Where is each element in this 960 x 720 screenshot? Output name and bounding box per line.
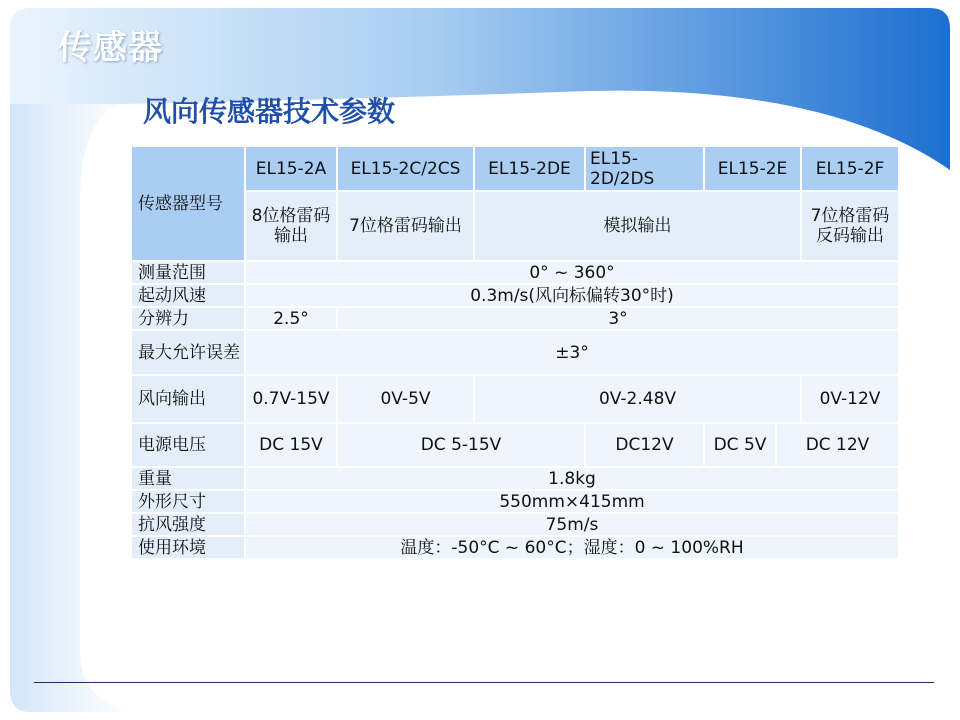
value-cell: 1.8kg bbox=[245, 467, 899, 490]
model-cell: EL15-2C/2CS bbox=[337, 146, 474, 191]
code-type-cell: 模拟输出 bbox=[474, 191, 801, 261]
row-label: 电源电压 bbox=[131, 423, 245, 467]
value-cell: 2.5° bbox=[245, 307, 337, 330]
table-row-wind-strength bbox=[131, 513, 899, 536]
row-label: 外形尺寸 bbox=[131, 490, 245, 513]
value-cell: 75m/s bbox=[245, 513, 899, 536]
value-cell: 0V-2.48V bbox=[474, 375, 801, 423]
table-row-range bbox=[131, 261, 899, 284]
value-cell: 0.7V-15V bbox=[245, 375, 337, 423]
code-type-cell: 7位格雷码输出 bbox=[337, 191, 474, 261]
table-row-max-error bbox=[131, 330, 899, 375]
value-cell: 550mm×415mm bbox=[245, 490, 899, 513]
value-cell: DC 12V bbox=[776, 423, 899, 467]
row-label: 抗风强度 bbox=[131, 513, 245, 536]
spec-table bbox=[130, 145, 900, 560]
model-cell: EL15-2F bbox=[801, 146, 899, 191]
code-type-cell: 8位格雷码输出 bbox=[245, 191, 337, 261]
table-row-weight bbox=[131, 467, 899, 490]
row-label: 风向输出 bbox=[131, 375, 245, 423]
row-label: 使用环境 bbox=[131, 536, 245, 559]
model-cell: EL15-2A bbox=[245, 146, 337, 191]
value-cell: 温度：-50°C ~ 60°C；湿度：0 ~ 100%RH bbox=[245, 536, 899, 559]
table-row-models bbox=[131, 146, 899, 191]
slide-title: 传感器 bbox=[58, 28, 163, 68]
page-subtitle: 风向传感器技术参数 bbox=[143, 95, 396, 128]
value-cell: DC12V bbox=[585, 423, 704, 467]
row-label-model: 传感器型号 bbox=[131, 146, 245, 261]
value-cell: 0.3m/s(风向标偏转30°时) bbox=[245, 284, 899, 307]
value-cell: ±3° bbox=[245, 330, 899, 375]
value-cell: 0V-5V bbox=[337, 375, 474, 423]
table-row-size bbox=[131, 490, 899, 513]
value-cell: 0V-12V bbox=[801, 375, 899, 423]
code-type-cell: 7位格雷码反码输出 bbox=[801, 191, 899, 261]
table-row-start-speed bbox=[131, 284, 899, 307]
table-row-power bbox=[131, 423, 899, 467]
model-cell: EL15-2D/2DS bbox=[585, 146, 704, 191]
value-cell: DC 5-15V bbox=[337, 423, 585, 467]
row-label: 分辨力 bbox=[131, 307, 245, 330]
table-row-output bbox=[131, 375, 899, 423]
value-cell: DC 5V bbox=[704, 423, 776, 467]
model-cell: EL15-2E bbox=[704, 146, 801, 191]
row-label: 最大允许误差 bbox=[131, 330, 245, 375]
value-cell: 3° bbox=[337, 307, 899, 330]
row-label: 起动风速 bbox=[131, 284, 245, 307]
row-label: 测量范围 bbox=[131, 261, 245, 284]
table-row-code-type bbox=[131, 191, 899, 261]
table-row-environment bbox=[131, 536, 899, 559]
value-cell: 0° ~ 360° bbox=[245, 261, 899, 284]
footer-divider bbox=[34, 682, 934, 683]
table-row-resolution bbox=[131, 307, 899, 330]
row-label: 重量 bbox=[131, 467, 245, 490]
value-cell: DC 15V bbox=[245, 423, 337, 467]
model-cell: EL15-2DE bbox=[474, 146, 585, 191]
